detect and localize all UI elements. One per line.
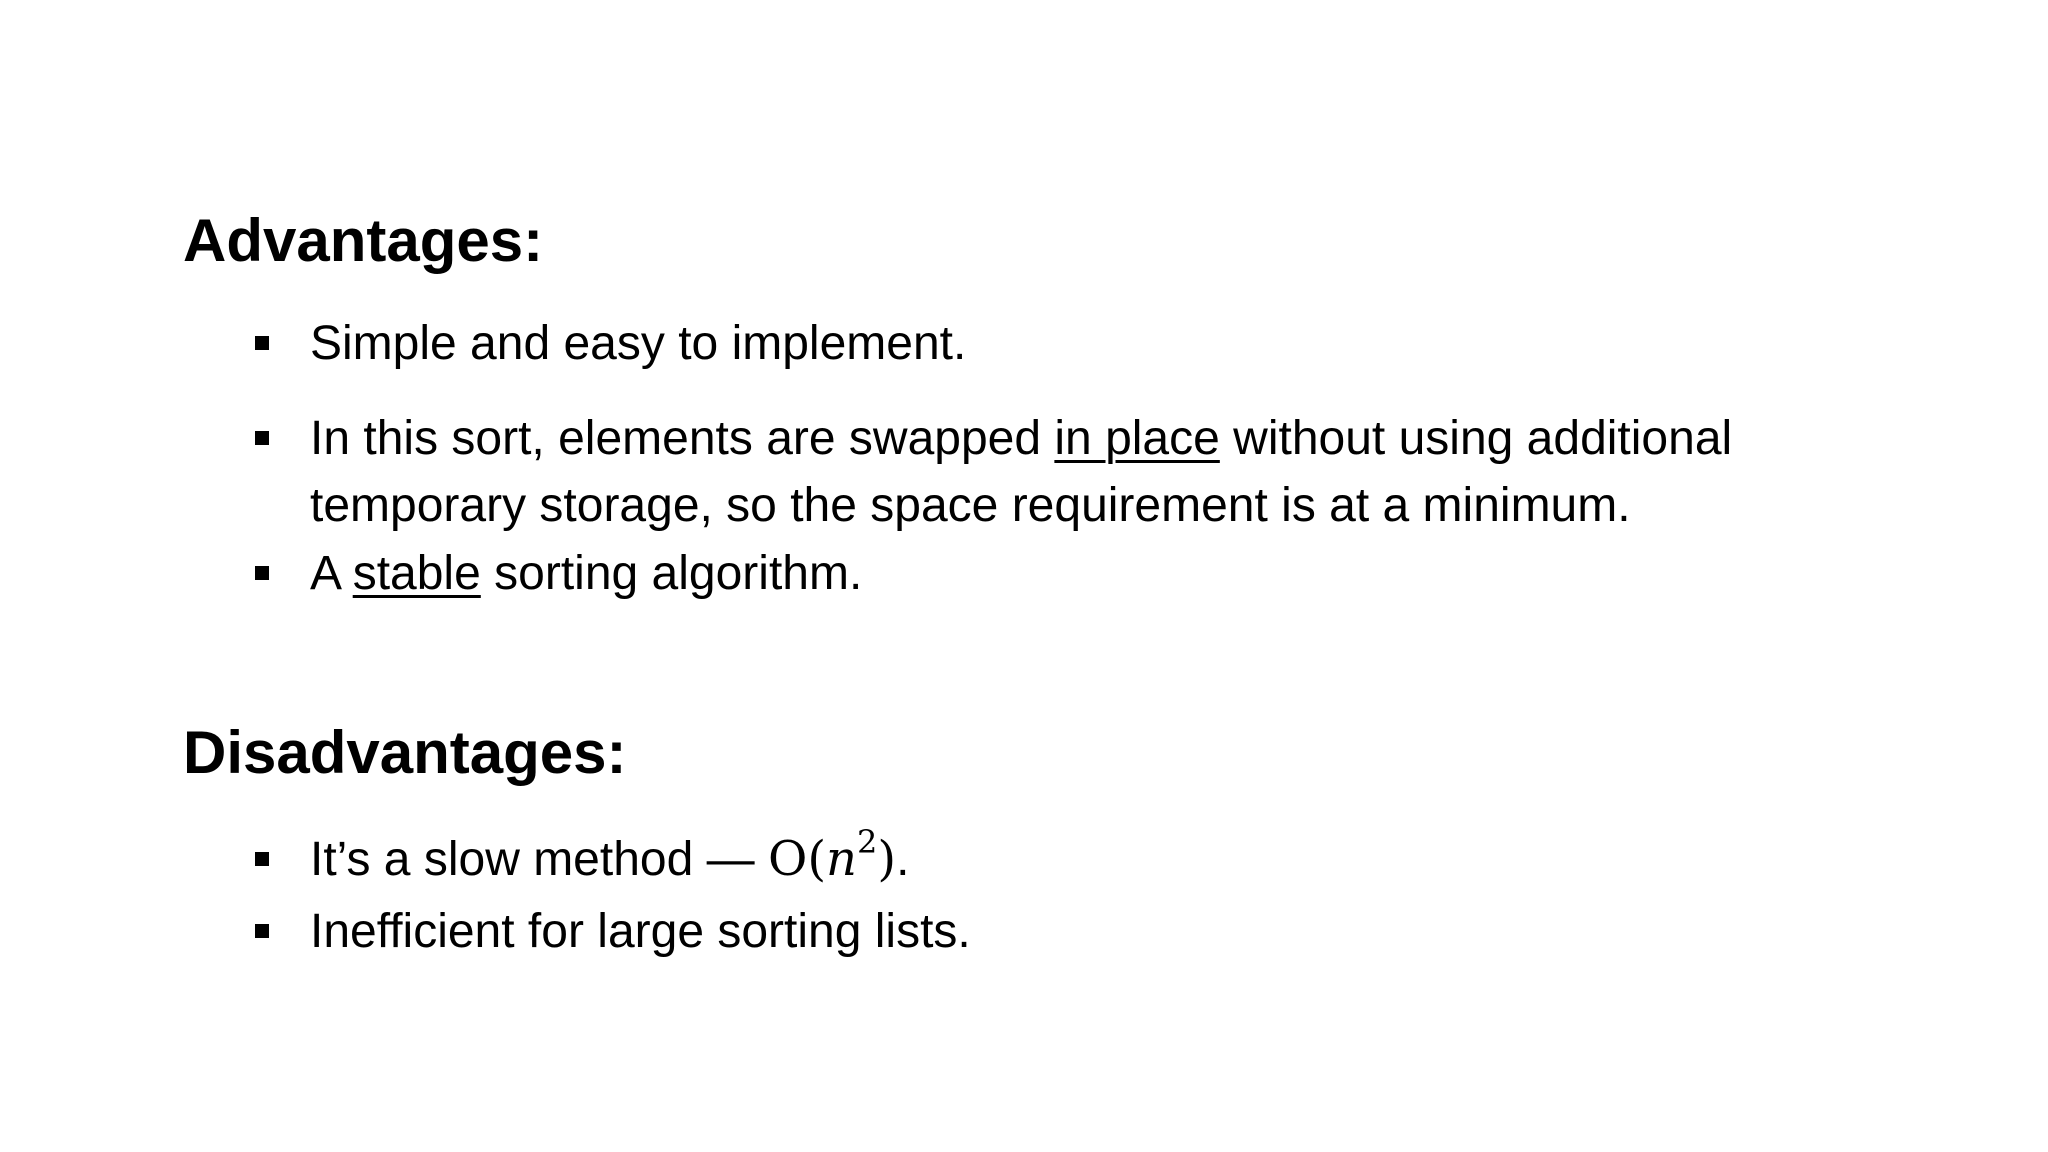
square-bullet-icon bbox=[255, 336, 269, 350]
disadvantage-text-1-pre: It’s a slow method — bbox=[310, 833, 768, 886]
stable-underlined-term: stable bbox=[352, 547, 481, 600]
square-bullet-icon bbox=[255, 566, 269, 580]
advantage-text-3-pre: A bbox=[310, 547, 353, 600]
advantage-text-1: Simple and easy to implement. bbox=[310, 317, 967, 370]
disadvantage-text-2: Inefficient for large sorting lists. bbox=[310, 905, 971, 958]
disadvantage-text-1-post: . bbox=[896, 833, 910, 886]
square-bullet-icon bbox=[255, 924, 269, 938]
disadvantage-text-1 bbox=[310, 823, 1930, 893]
big-o-notation: $O(n^2)$ bbox=[767, 823, 897, 887]
advantage-text-2-line2: temporary storage, so the space requirement is at a minimum. bbox=[310, 479, 1631, 532]
square-bullet-icon bbox=[255, 852, 269, 866]
advantage-text-2-post: without using additional bbox=[1219, 412, 1733, 465]
square-bullet-icon bbox=[255, 431, 269, 445]
advantage-text-2-pre: In this sort, elements are swapped bbox=[310, 412, 1055, 465]
advantage-text-3-post: sorting algorithm. bbox=[480, 547, 863, 600]
advantage-text-3 bbox=[310, 540, 1930, 607]
in-place-underlined-term: in place bbox=[1054, 412, 1220, 465]
disadvantages-heading: Disadvantages: bbox=[183, 719, 627, 786]
advantages-heading: Advantages: bbox=[183, 207, 544, 274]
advantage-text-2 bbox=[310, 405, 1930, 472]
